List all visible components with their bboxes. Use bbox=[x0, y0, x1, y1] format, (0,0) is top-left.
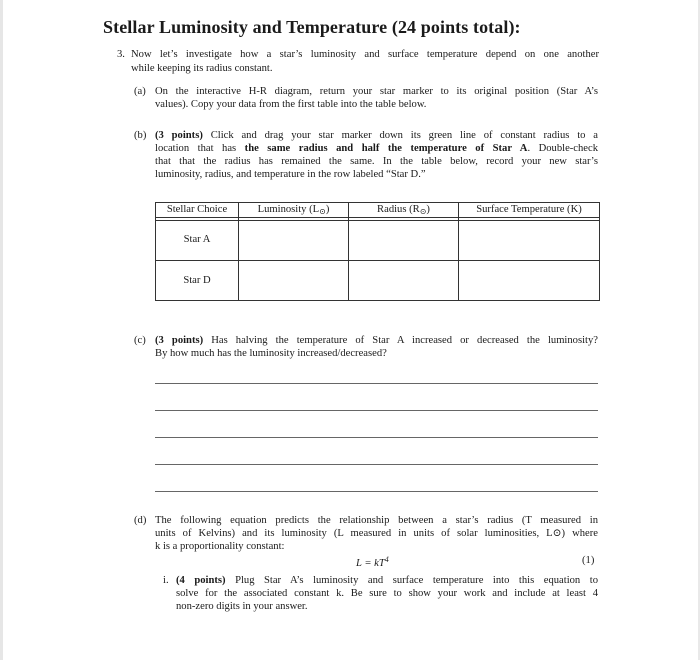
equation bbox=[356, 553, 389, 570]
header-stellar-choice: Stellar Choice bbox=[166, 204, 228, 215]
answer-line[interactable] bbox=[155, 491, 598, 492]
part-c-points: (3 points) bbox=[155, 335, 204, 346]
part-a-label: (a) bbox=[134, 86, 146, 97]
row-star-a-name: Star A bbox=[183, 234, 211, 245]
part-d-i-line-2: solve for the associated constant k. Be sure to show your work and include at least 4 bbox=[176, 588, 598, 599]
row-star-d-luminosity[interactable] bbox=[239, 261, 348, 300]
part-d-line-1: The following equation predicts the relationship between a star’s radius (T measured in bbox=[155, 515, 598, 526]
row-star-a-temperature[interactable] bbox=[459, 222, 599, 260]
part-b-line-2-post: . Double-check bbox=[527, 143, 599, 154]
part-a-line-1: On the interactive H-R diagram, return your star marker to its original position (Star A’s bbox=[155, 86, 598, 97]
part-d-i-label: i. bbox=[163, 575, 169, 586]
header-luminosity-close: ) bbox=[325, 204, 330, 215]
row-star-a-radius[interactable] bbox=[349, 222, 458, 260]
answer-line[interactable] bbox=[155, 437, 598, 438]
part-b-line-1-text: Click and drag your star marker down its green line of constant radius to a bbox=[202, 130, 598, 141]
row-star-d-name: Star D bbox=[183, 275, 211, 286]
part-b-line-2-pre: location that has bbox=[155, 143, 245, 154]
header-luminosity-sub: ⊙ bbox=[319, 207, 326, 216]
part-d-i-points: (4 points) bbox=[176, 575, 226, 586]
part-b-label: (b) bbox=[134, 130, 147, 141]
data-table bbox=[155, 202, 600, 301]
part-a-line-2: values). Copy your data from the first table into the table below. bbox=[155, 99, 427, 110]
answer-line[interactable] bbox=[155, 464, 598, 465]
part-c-line-1-text: Has halving the temperature of Star A increased or decreased the luminosity? bbox=[203, 335, 598, 346]
header-radius-text: Radius (R bbox=[377, 204, 420, 215]
part-d-label: (d) bbox=[134, 515, 147, 526]
part-c-line-1 bbox=[155, 334, 598, 347]
table-header-divider bbox=[156, 220, 599, 221]
part-d-line-3: k is a proportionality constant: bbox=[155, 541, 285, 552]
row-star-a-luminosity[interactable] bbox=[239, 222, 348, 260]
part-d-i-line-1 bbox=[176, 574, 598, 587]
part-b-line-1 bbox=[155, 129, 598, 142]
part-b-line-2 bbox=[155, 142, 598, 155]
header-luminosity-text: Luminosity (L bbox=[257, 204, 320, 215]
row-star-d-radius[interactable] bbox=[349, 261, 458, 300]
question-intro-line-1: Now let’s investigate how a star’s luminosity and surface temperature depend on one another bbox=[131, 49, 599, 60]
page-title: Stellar Luminosity and Temperature (24 points total): bbox=[103, 17, 521, 37]
page-left-edge bbox=[0, 0, 3, 660]
header-luminosity bbox=[239, 204, 348, 216]
equation-lhs: L = kT bbox=[356, 558, 385, 569]
question-number: 3. bbox=[117, 49, 125, 60]
equation-exponent: 4 bbox=[384, 555, 389, 564]
header-radius bbox=[349, 204, 458, 216]
header-radius-sub: ⊙ bbox=[419, 207, 427, 216]
part-c-label: (c) bbox=[134, 335, 146, 346]
part-d-line-2: units of Kelvins) and its luminosity (L measured in units of solar luminosities, L⊙) where bbox=[155, 528, 598, 539]
header-radius-close: ) bbox=[426, 204, 430, 215]
header-surface-temperature: Surface Temperature (K) bbox=[476, 204, 582, 215]
part-d-i-line-3: non-zero digits in your answer. bbox=[176, 601, 308, 612]
part-b-line-4: luminosity, radius, and temperature in the row labeled “Star D.” bbox=[155, 169, 426, 180]
part-d-i-line-1-text: Plug Star A’s luminosity and surface temperature into this equation to bbox=[225, 575, 598, 586]
part-b-points: (3 points) bbox=[155, 130, 203, 141]
part-b-line-3: that that the radius has remained the same. In the table below, record your new star’s bbox=[155, 156, 598, 167]
answer-line[interactable] bbox=[155, 410, 598, 411]
equation-number: (1) bbox=[582, 555, 595, 566]
part-c-line-2: By how much has the luminosity increased/decreased? bbox=[155, 348, 387, 359]
table-header-divider bbox=[156, 217, 599, 218]
question-intro-line-2: while keeping its radius constant. bbox=[131, 63, 273, 74]
row-star-d-temperature[interactable] bbox=[459, 261, 599, 300]
answer-line[interactable] bbox=[155, 383, 598, 384]
part-b-line-2-bold: the same radius and half the temperature of Star A bbox=[244, 143, 528, 154]
